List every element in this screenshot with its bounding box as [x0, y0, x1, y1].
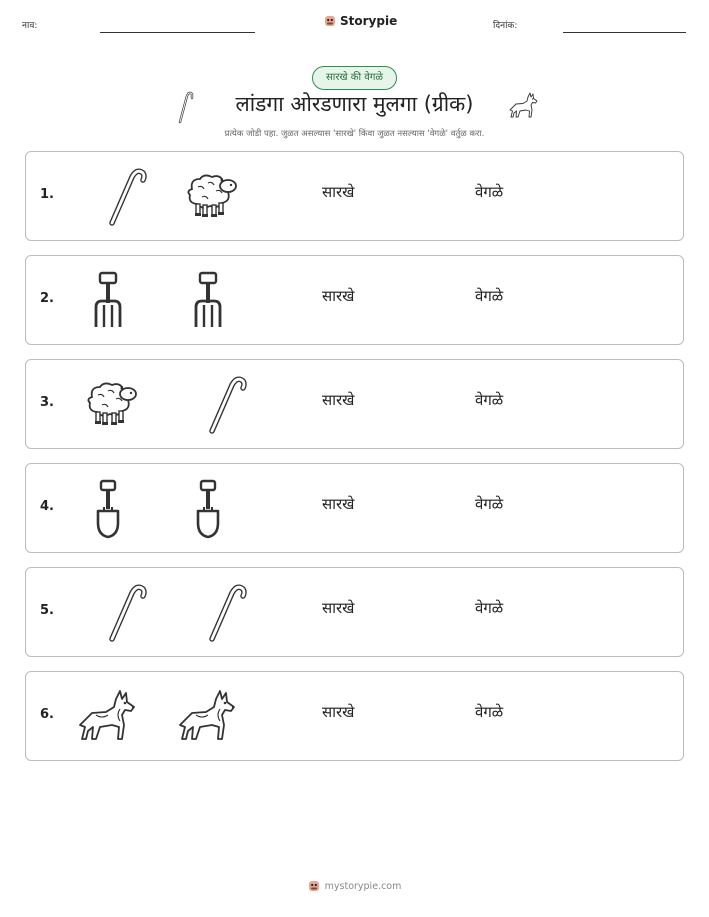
wolf-icon [506, 90, 542, 122]
crook-icon [92, 581, 156, 645]
option-same[interactable]: सारखे [322, 703, 355, 721]
option-different[interactable]: वेगळे [475, 183, 504, 201]
item-row-1 [25, 151, 684, 241]
storypie-mascot-icon [308, 880, 320, 892]
page-title: लांडगा ओरडणारा मुलगा (ग्रीक) [235, 92, 474, 116]
item-number: 4. [40, 499, 54, 514]
item-number: 5. [40, 603, 54, 618]
storypie-mascot-icon [324, 15, 336, 27]
name-line[interactable] [100, 32, 255, 33]
option-different[interactable]: वेगळे [475, 599, 504, 617]
shovel-icon [76, 477, 140, 541]
date-line[interactable] [563, 32, 686, 33]
date-label: दिनांक: [493, 21, 518, 31]
wolf-icon [76, 685, 140, 749]
item-row-5 [25, 567, 684, 657]
option-same[interactable]: सारखे [322, 287, 355, 305]
option-different[interactable]: वेगळे [475, 287, 504, 305]
sheep-icon [76, 373, 140, 437]
crook-icon [192, 581, 256, 645]
pitchfork-icon [176, 269, 240, 333]
option-different[interactable]: वेगळे [475, 703, 504, 721]
instructions: प्रत्येक जोडी पहा. जुळत असल्यास 'सारखे' किंवा जुळत नसल्यास 'वेगळे' वर्तुळ करा. [224, 129, 485, 139]
item-number: 6. [40, 707, 54, 722]
footer-website[interactable]: mystorypie.com [324, 880, 402, 892]
item-number: 2. [40, 291, 54, 306]
shovel-icon [176, 477, 240, 541]
option-same[interactable]: सारखे [322, 391, 355, 409]
worksheet-type-badge: सारखे की वेगळे [312, 66, 397, 90]
wolf-icon [176, 685, 240, 749]
option-same[interactable]: सारखे [322, 183, 355, 201]
brand-logo [324, 14, 397, 28]
item-row-4 [25, 463, 684, 553]
item-row-2 [25, 255, 684, 345]
option-same[interactable]: सारखे [322, 599, 355, 617]
item-row-6 [25, 671, 684, 761]
pitchfork-icon [76, 269, 140, 333]
item-row-3 [25, 359, 684, 449]
footer [0, 880, 709, 892]
option-different[interactable]: वेगळे [475, 391, 504, 409]
sheep-icon [176, 165, 240, 229]
crook-icon [92, 165, 156, 229]
brand-name: Storypie [340, 14, 398, 28]
crook-icon [192, 373, 256, 437]
option-different[interactable]: वेगळे [475, 495, 504, 513]
name-label: नाव: [22, 21, 38, 31]
item-number: 1. [40, 187, 54, 202]
item-number: 3. [40, 395, 54, 410]
option-same[interactable]: सारखे [322, 495, 355, 513]
